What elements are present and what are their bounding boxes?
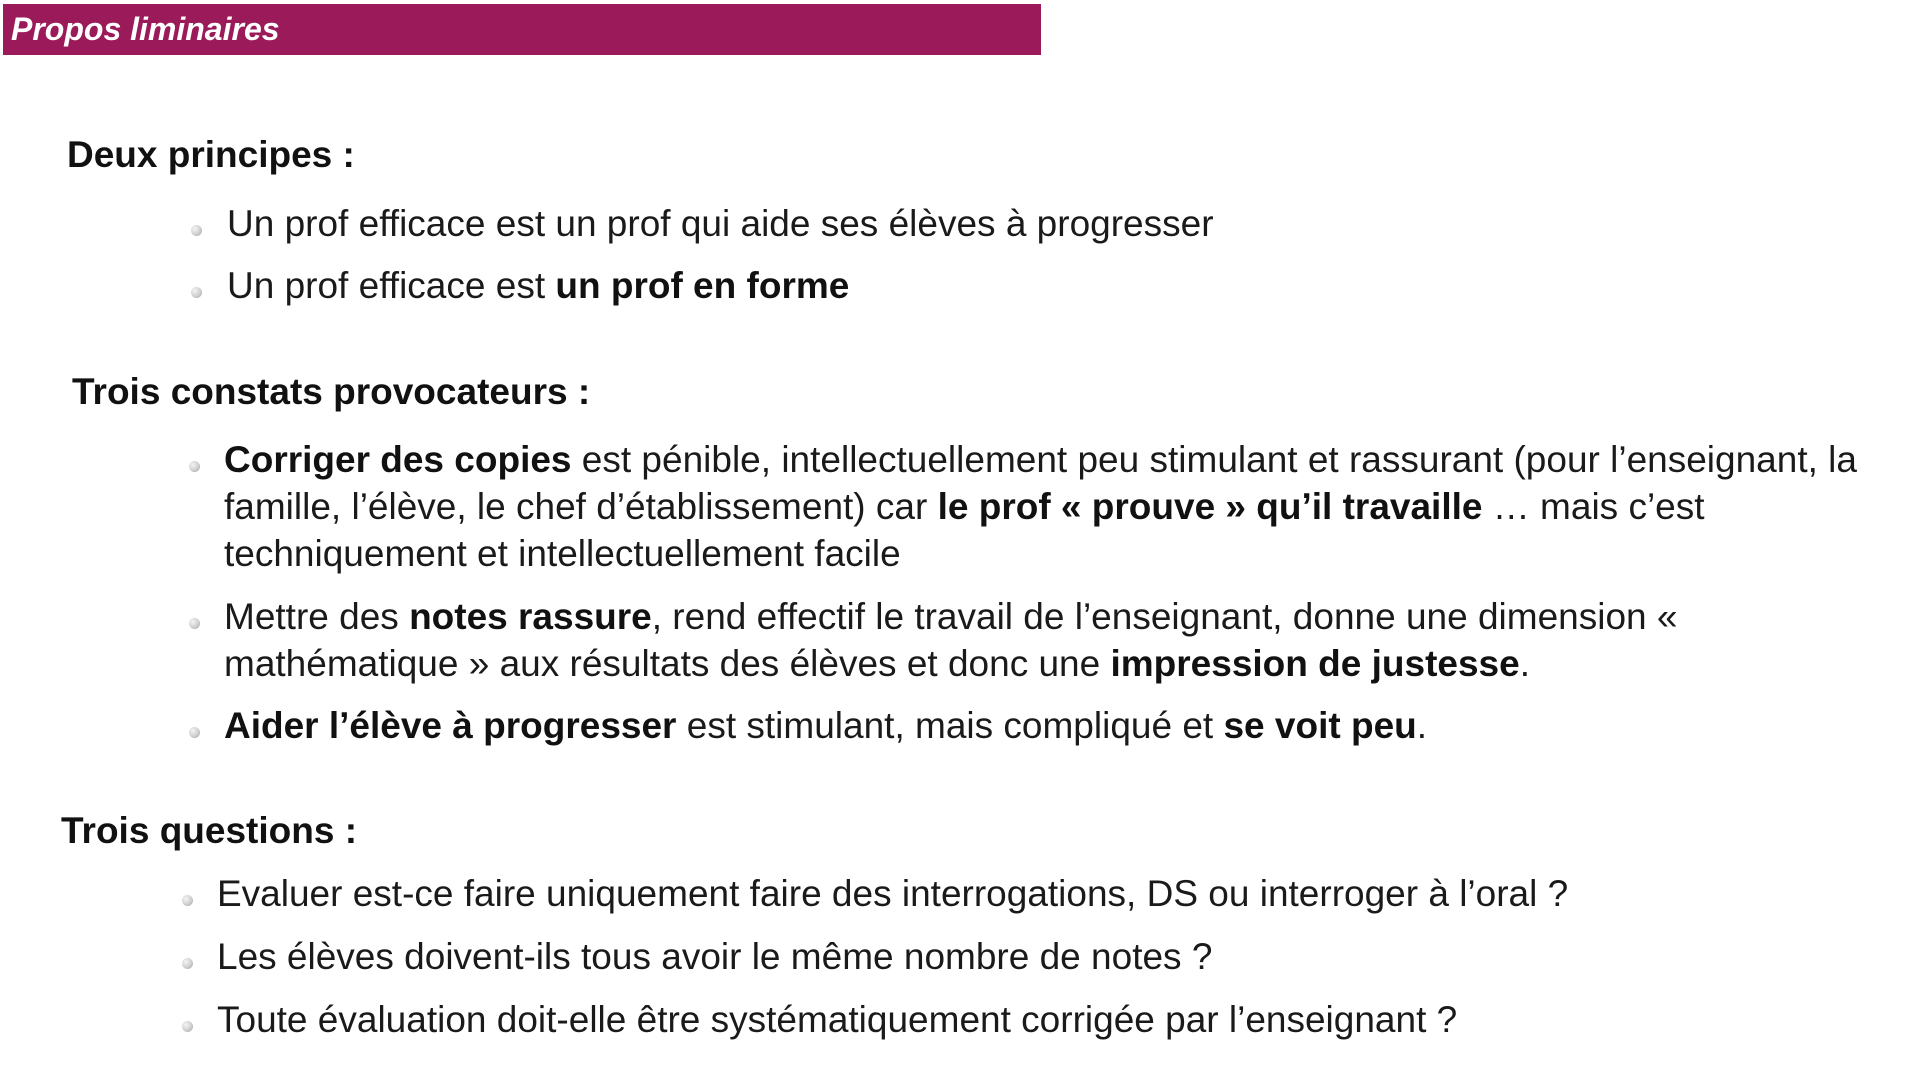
list-item-text: .	[1519, 643, 1530, 684]
bullet-icon	[182, 958, 193, 969]
list-item-text: Evaluer est-ce faire uniquement faire des interrogations, DS ou interroger à l’oral ?	[217, 873, 1569, 914]
list-item-emphasis: impression de justesse	[1110, 643, 1520, 684]
bullet-icon	[189, 461, 200, 472]
list-item	[224, 593, 1784, 687]
list-item-text: Toute évaluation doit-elle être systématiquement corrigée par l’enseignant ?	[217, 999, 1458, 1040]
list-item	[227, 200, 1827, 247]
list-item	[224, 702, 1824, 749]
bullet-icon	[189, 727, 200, 738]
bullet-icon	[182, 1021, 193, 1032]
list-item-text: Les élèves doivent-ils tous avoir le même nombre de notes ?	[217, 936, 1213, 977]
list-item-emphasis: le prof « prouve » qu’il travaille	[937, 486, 1483, 527]
list-item-text: est pénible, intellectuellement peu stimulant et rassurant (pour l’enseignant, la famille, l’élève, le chef d’établissement) car	[224, 439, 1857, 527]
bullet-icon	[191, 287, 202, 298]
list-item	[217, 870, 1867, 917]
page-title: Propos liminaires	[11, 11, 280, 47]
list-item	[217, 996, 1867, 1043]
bullet-icon	[189, 618, 200, 629]
section-heading-constats: Trois constats provocateurs :	[72, 371, 591, 412]
list-item	[217, 933, 1867, 980]
list-item-text: Un prof efficace est un prof qui aide ses élèves à progresser	[227, 203, 1214, 244]
list-item-text: .	[1416, 705, 1428, 746]
title-bar	[3, 4, 1041, 55]
list-item-emphasis: un prof en forme	[555, 265, 850, 306]
list-item-emphasis: Aider l’élève à progresser	[224, 705, 677, 746]
list-item-text: … mais c’est techniquement et intellectuellement facile	[224, 486, 1705, 574]
section-heading-principes: Deux principes :	[67, 134, 355, 175]
list-item-text: Un prof efficace est	[227, 265, 556, 306]
list-item-emphasis: notes rassure	[409, 596, 652, 637]
list-item	[224, 436, 1894, 577]
section-heading-questions: Trois questions :	[61, 810, 358, 851]
bullet-icon	[182, 895, 193, 906]
list-item-emphasis: se voit peu	[1223, 705, 1417, 746]
list-item-text: Mettre des	[224, 596, 410, 637]
list-item	[227, 262, 1827, 309]
list-item-text: , rend effectif le travail de l’enseignant, donne une dimension « mathématique » aux résultats des élèves et donc une	[224, 596, 1678, 684]
list-item-text: est stimulant, mais compliqué et	[676, 705, 1224, 746]
list-item-emphasis: Corriger des copies	[224, 439, 572, 480]
bullet-icon	[191, 225, 202, 236]
